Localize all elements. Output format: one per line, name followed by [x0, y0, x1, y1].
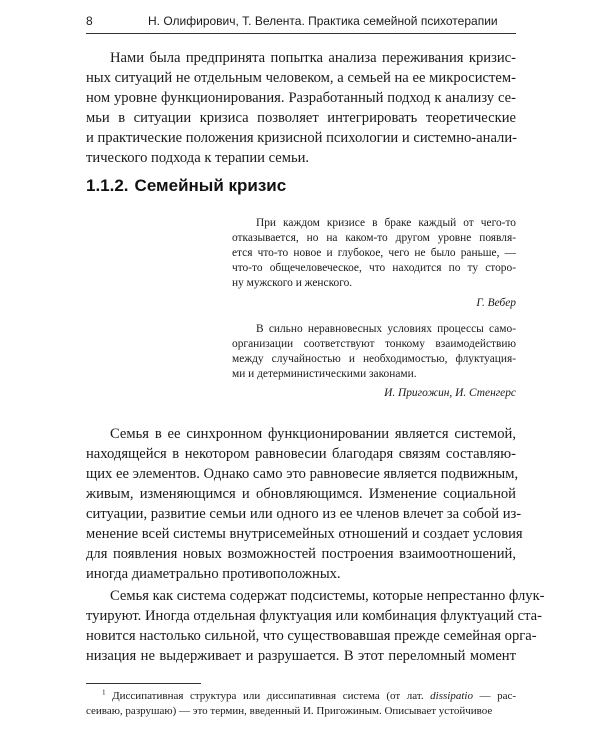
footnote-divider — [86, 683, 201, 684]
text-line: тического подхода к терапии семьи. — [86, 150, 310, 166]
running-header — [86, 12, 516, 34]
text-line: и практические положения кризисной психологии и системно-анали- — [86, 130, 518, 146]
text-line: щих ее элементов. Однако само это равновесие является подвижным, — [86, 466, 519, 482]
text-line: Семья в ее синхронном функционировании является системой, — [110, 426, 516, 442]
epigraph-line: ну мужского и женского. — [232, 277, 353, 289]
text-line: туируют. Иногда отдельная флуктуация или комбинация флуктуаций ста- — [86, 608, 542, 624]
page-number: 8 — [86, 14, 93, 28]
section-number: 1.1.2. — [86, 176, 129, 195]
text-line: живым, изменяющимся и обновляющимся. Изменение социальной — [86, 486, 516, 502]
epigraph-line: ется что-то новое и глубокое, чего не было раньше, — — [232, 247, 516, 259]
footnote-line: $^1$ Диссипативная структура или диссипативная система (от лат. dissipatio — рас- — [102, 688, 517, 702]
epigraph-line: между случайностью и необходимостью, флуктуация- — [232, 353, 516, 365]
epigraph-line: отказывается, но на каком-то другом уровне появля- — [232, 232, 516, 244]
text-line: находящейся в некотором равновесии благодаря связям составляю- — [86, 446, 516, 462]
text-line: менение всей системы внутрисемейных отношений и создает условия — [86, 526, 523, 542]
text-line: ных ситуаций не отдельным человеком, а семьей на ее микросистем- — [86, 70, 516, 86]
text-line: для появления новых возможностей построения взаимоотношений, — [86, 546, 516, 562]
footnote-marker: 1 — [102, 688, 106, 697]
text-line: иногда диаметрально противоположных. — [86, 566, 341, 582]
text-line: новится настолько сильной, что существовавшая прежде семейная орга- — [86, 628, 537, 644]
epigraph-line: В сильно неравновесных условиях процессы само- — [256, 323, 516, 335]
epigraph-line: организации соответствуют тонкому взаимодействию — [232, 338, 516, 350]
epigraph-line: ми и детерминистическими законами. — [232, 368, 417, 380]
section-title: Семейный кризис — [134, 176, 287, 195]
text-line: ситуации, развитие семьи или одного из ее членов влечет за собой из- — [86, 506, 522, 522]
section-heading — [86, 175, 286, 197]
epigraph-line: что-то общечеловеческое, что находится по ту сторо- — [232, 262, 516, 274]
epigraph-author: Г. Вебер — [476, 297, 516, 309]
epigraph-line: При каждом кризисе в браке каждый от чего-то — [256, 217, 516, 229]
epigraph-author: И. Пригожин, И. Стенгерс — [384, 387, 516, 399]
text-line: низация не выдерживает и разрушается. В этот переломный момент — [86, 648, 516, 664]
text-line: Семья как система содержат подсистемы, которые непрестанно флук- — [110, 588, 545, 604]
text-line: мьи в ситуации кризиса позволяет интегрировать теоретические — [86, 110, 516, 126]
running-title: Н. Олифирович, Т. Велента. Практика семейной психотерапии — [148, 14, 498, 28]
text-line: ном уровне функционирования. Разработанный подход к анализу се- — [86, 90, 516, 106]
text-line: Нами была предпринята попытка анализа переживания кризис- — [110, 50, 516, 66]
footnote-line: сеиваю, разрушаю) — это термин, введенный И. Пригожиным. Описывает устойчивое — [86, 705, 493, 717]
